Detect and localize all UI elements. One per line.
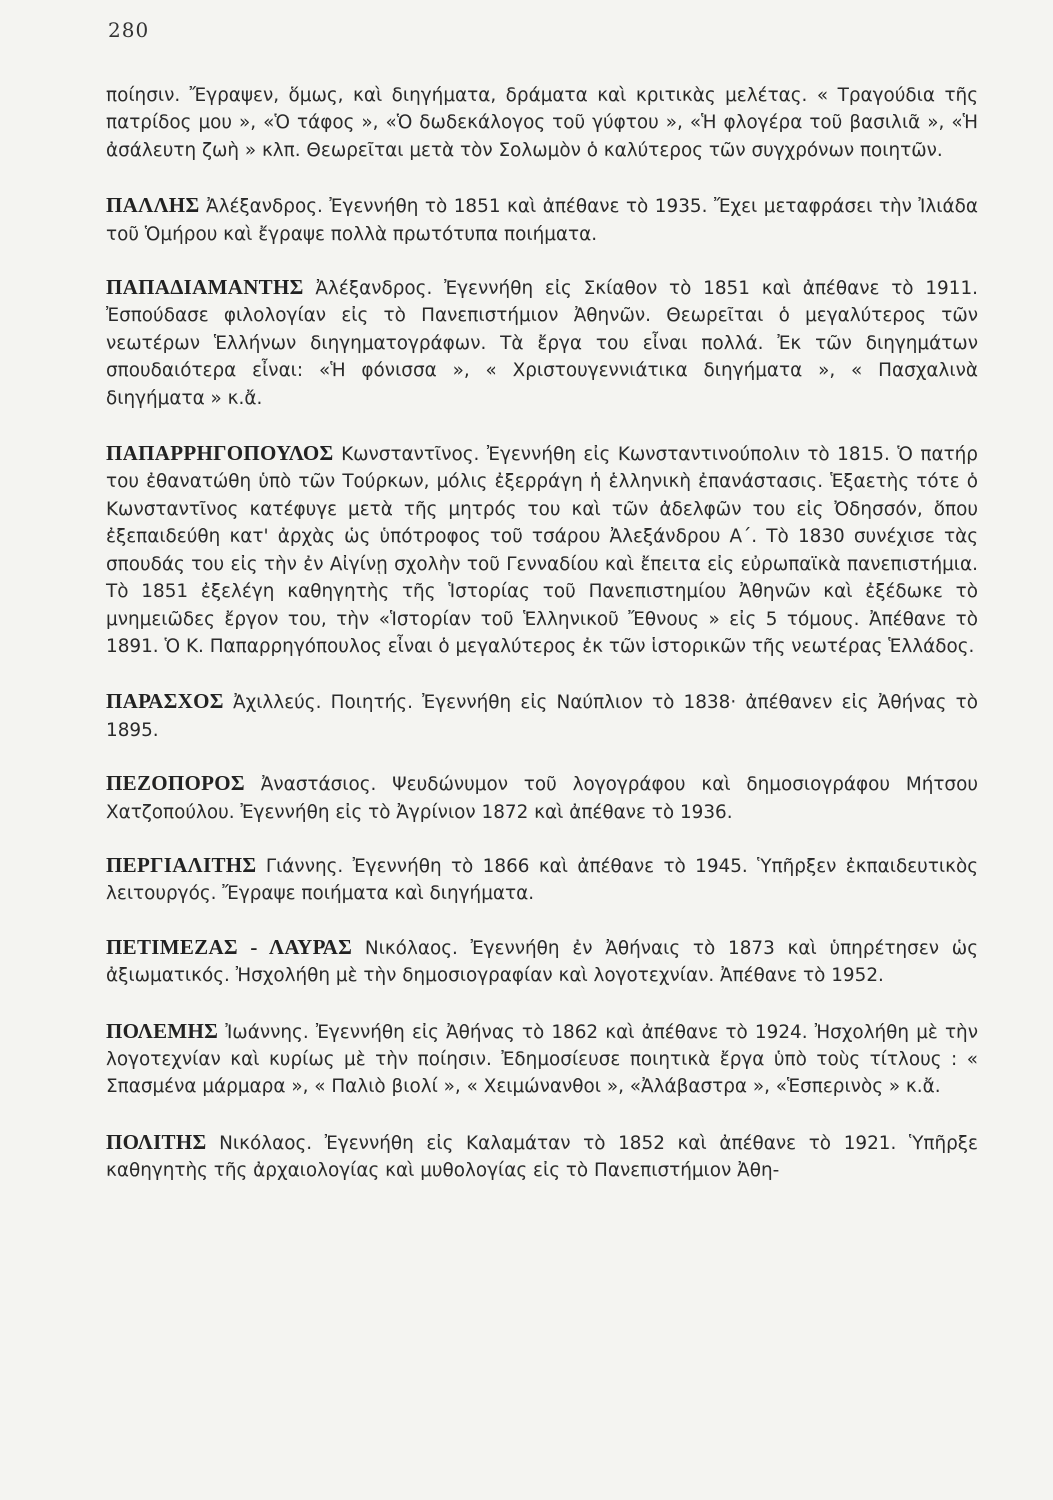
entry-heading: ΠΑΛΛΗΣ <box>106 193 200 218</box>
page-number: 280 <box>108 18 150 42</box>
entry-heading: ΠΑΡΑΣΧΟΣ <box>106 689 224 714</box>
intro-paragraph: ποίησιν. Ἔγραψεν, ὅμως, καὶ διηγήματα, δράματα καὶ κριτικὰς μελέτας. « Τραγούδια τῆς πατρίδος μου », «Ὁ τάφος », «Ὁ δωδεκάλογος τοῦ γύφτου », «Ἡ φλογέρα τοῦ βασιλιᾶ », «Ἡ ἀσάλευτη ζωὴ » κλπ. Θεωρεῖται μετὰ τὸν Σολωμὸν ὁ καλύτερος τῶν συγχρόνων ποιητῶν. <box>106 85 978 161</box>
entry-heading: ΠΑΠΑΡΡΗΓΟΠΟΥΛΟΣ <box>106 441 334 466</box>
entry-text: Ἀλέξανδρος. Ἐγεννήθη τὸ 1851 καὶ ἀπέθανε τὸ 1935. Ἔχει μεταφράσει τὴν Ἰλιάδα τοῦ Ὁμήρου καὶ ἔγραψε πολλὰ πρωτότυπα ποιήματα. <box>106 196 978 245</box>
entry-petimezas-lavras <box>106 934 978 990</box>
entry-text: Ἰωάννης. Ἐγεννήθη εἰς Ἀθήνας τὸ 1862 καὶ ἀπέθανε τὸ 1924. Ἠσχολήθη μὲ τὴν λογοτεχνίαν καὶ κυρίως μὲ τὴν ποίησιν. Ἐδημοσίευσε ποιητικὰ ἔργα ὑπὸ τοὺς τίτλους : « Σπασμένα μάρμαρα », « Παλιὸ βιολί », « Χειμώνανθοι », «Ἀλάβαστρα », «Ἑσπερινὸς » κ.ἄ. <box>106 1021 978 1098</box>
page-body <box>106 82 978 1185</box>
entry-polemis <box>106 1018 978 1101</box>
entry-politis <box>106 1129 978 1185</box>
entry-paraschos <box>106 688 978 744</box>
entry-heading: ΠΕΤΙΜΕΖΑΣ - ΛΑΥΡΑΣ <box>106 934 353 959</box>
entry-text: Ἀναστάσιος. Ψευδώνυμον τοῦ λογογράφου καὶ δημοσιογράφου Μήτσου Χατζοπούλου. Ἐγεννήθη εἰς τὸ Ἀγρίνιον 1872 καὶ ἀπέθανε τὸ 1936. <box>106 774 978 823</box>
entry-text: Ἀλέξανδρος. Ἐγεννήθη εἰς Σκίαθον τὸ 1851 καὶ ἀπέθανε τὸ 1911. Ἐσπούδασε φιλολογίαν εἰς τὸ Πανεπιστήμιον Ἀθηνῶν. Θεωρεῖται ὁ μεγαλύτερος τῶν νεωτέρων Ἑλλήνων διηγηματογράφων. Τὰ ἔργα του εἶναι πολλά. Ἐκ τῶν διηγημάτων σπουδαιότερα εἶναι: «Ἡ φόνισσα », « Χριστουγεννιάτικα διηγήματα », « Πασχαλινὰ διηγήματα » κ.ἄ. <box>106 278 978 409</box>
entry-heading: ΠΕΡΓΙΑΛΙΤΗΣ <box>106 852 257 877</box>
entry-pergialitis <box>106 852 978 908</box>
entry-heading: ΠΟΛΕΜΗΣ <box>106 1018 219 1043</box>
entry-pallis <box>106 192 978 248</box>
entry-heading: ΠΟΛΙΤΗΣ <box>106 1129 207 1154</box>
entry-pezoporos <box>106 770 978 826</box>
entry-text: Ἀχιλλεύς. Ποιητής. Ἐγεννήθη εἰς Ναύπλιον τὸ 1838· ἀπέθανεν εἰς Ἀθήνας τὸ 1895. <box>106 692 978 741</box>
entry-text: Νικόλαος. Ἐγεννήθη εἰς Καλαμάταν τὸ 1852 καὶ ἀπέθανε τὸ 1921. Ὑπῆρξε καθηγητὴς τῆς ἀρχαιολογίας καὶ μυθολογίας εἰς τὸ Πανεπιστήμιον Ἀθη- <box>106 1132 978 1182</box>
entry-paparrigopoulos <box>106 440 978 660</box>
entry-heading: ΠΕΖΟΠΟΡΟΣ <box>106 771 245 796</box>
entry-papadiamantis <box>106 274 978 412</box>
entry-text: Νικόλαος. Ἐγεννήθη ἐν Ἀθήναις τὸ 1873 καὶ ὑπηρέτησεν ὡς ἀξιωματικός. Ἠσχολήθη μὲ τὴν δημοσιογραφίαν καὶ λογοτεχνίαν. Ἀπέθανε τὸ 1952. <box>106 937 978 987</box>
entry-text: Γιάννης. Ἐγεννήθη τὸ 1866 καὶ ἀπέθανε τὸ 1945. Ὑπῆρξεν ἐκπαιδευτικὸς λειτουργός. Ἔγραψε ποιήματα καὶ διηγήματα. <box>106 855 978 905</box>
entry-heading: ΠΑΠΑΔΙΑΜΑΝΤΗΣ <box>106 275 304 300</box>
entry-text: Κωνσταντῖνος. Ἐγεννήθη εἰς Κωνσταντινούπολιν τὸ 1815. Ὁ πατήρ του ἐθανατώθη ὑπὸ τῶν Τούρκων, μόλις ἐξερράγη ἡ ἑλληνικὴ ἐπανάστασις. Ἑξαετὴς τότε ὁ Κωνσταντῖνος κατέφυγε μετὰ τῆς μητρός του καὶ τῶν ἀδελφῶν του εἰς Ὀδησσόν, ὅπου ἐξεπαιδεύθη κατ' ἀρχὰς ὡς ὑπότροφος τοῦ τσάρου Ἀλεξάνδρου Α΄. Τὸ 1830 συνέχισε τὰς σπουδάς του εἰς τὴν ἐν Αἰγίνῃ σχολὴν τοῦ Γενναδίου καὶ ἔπειτα εἰς εὐρωπαϊκὰ πανεπιστήμια. Τὸ 1851 ἐξελέγη καθηγητὴς τῆς Ἱστορίας τοῦ Πανεπιστημίου Ἀθηνῶν καὶ ἐξέδωκε τὸ μνημειῶδες ἔργον του, τὴν «Ἱστορίαν τοῦ Ἑλληνικοῦ Ἔθνους » εἰς 5 τόμους. Ἀπέθανε τὸ 1891. Ὁ Κ. Παπαρρηγόπουλος εἶναι ὁ μεγαλύτερος ἐκ τῶν ἱστορικῶν τῆς νεωτέρας Ἑλλάδος. <box>106 444 978 657</box>
